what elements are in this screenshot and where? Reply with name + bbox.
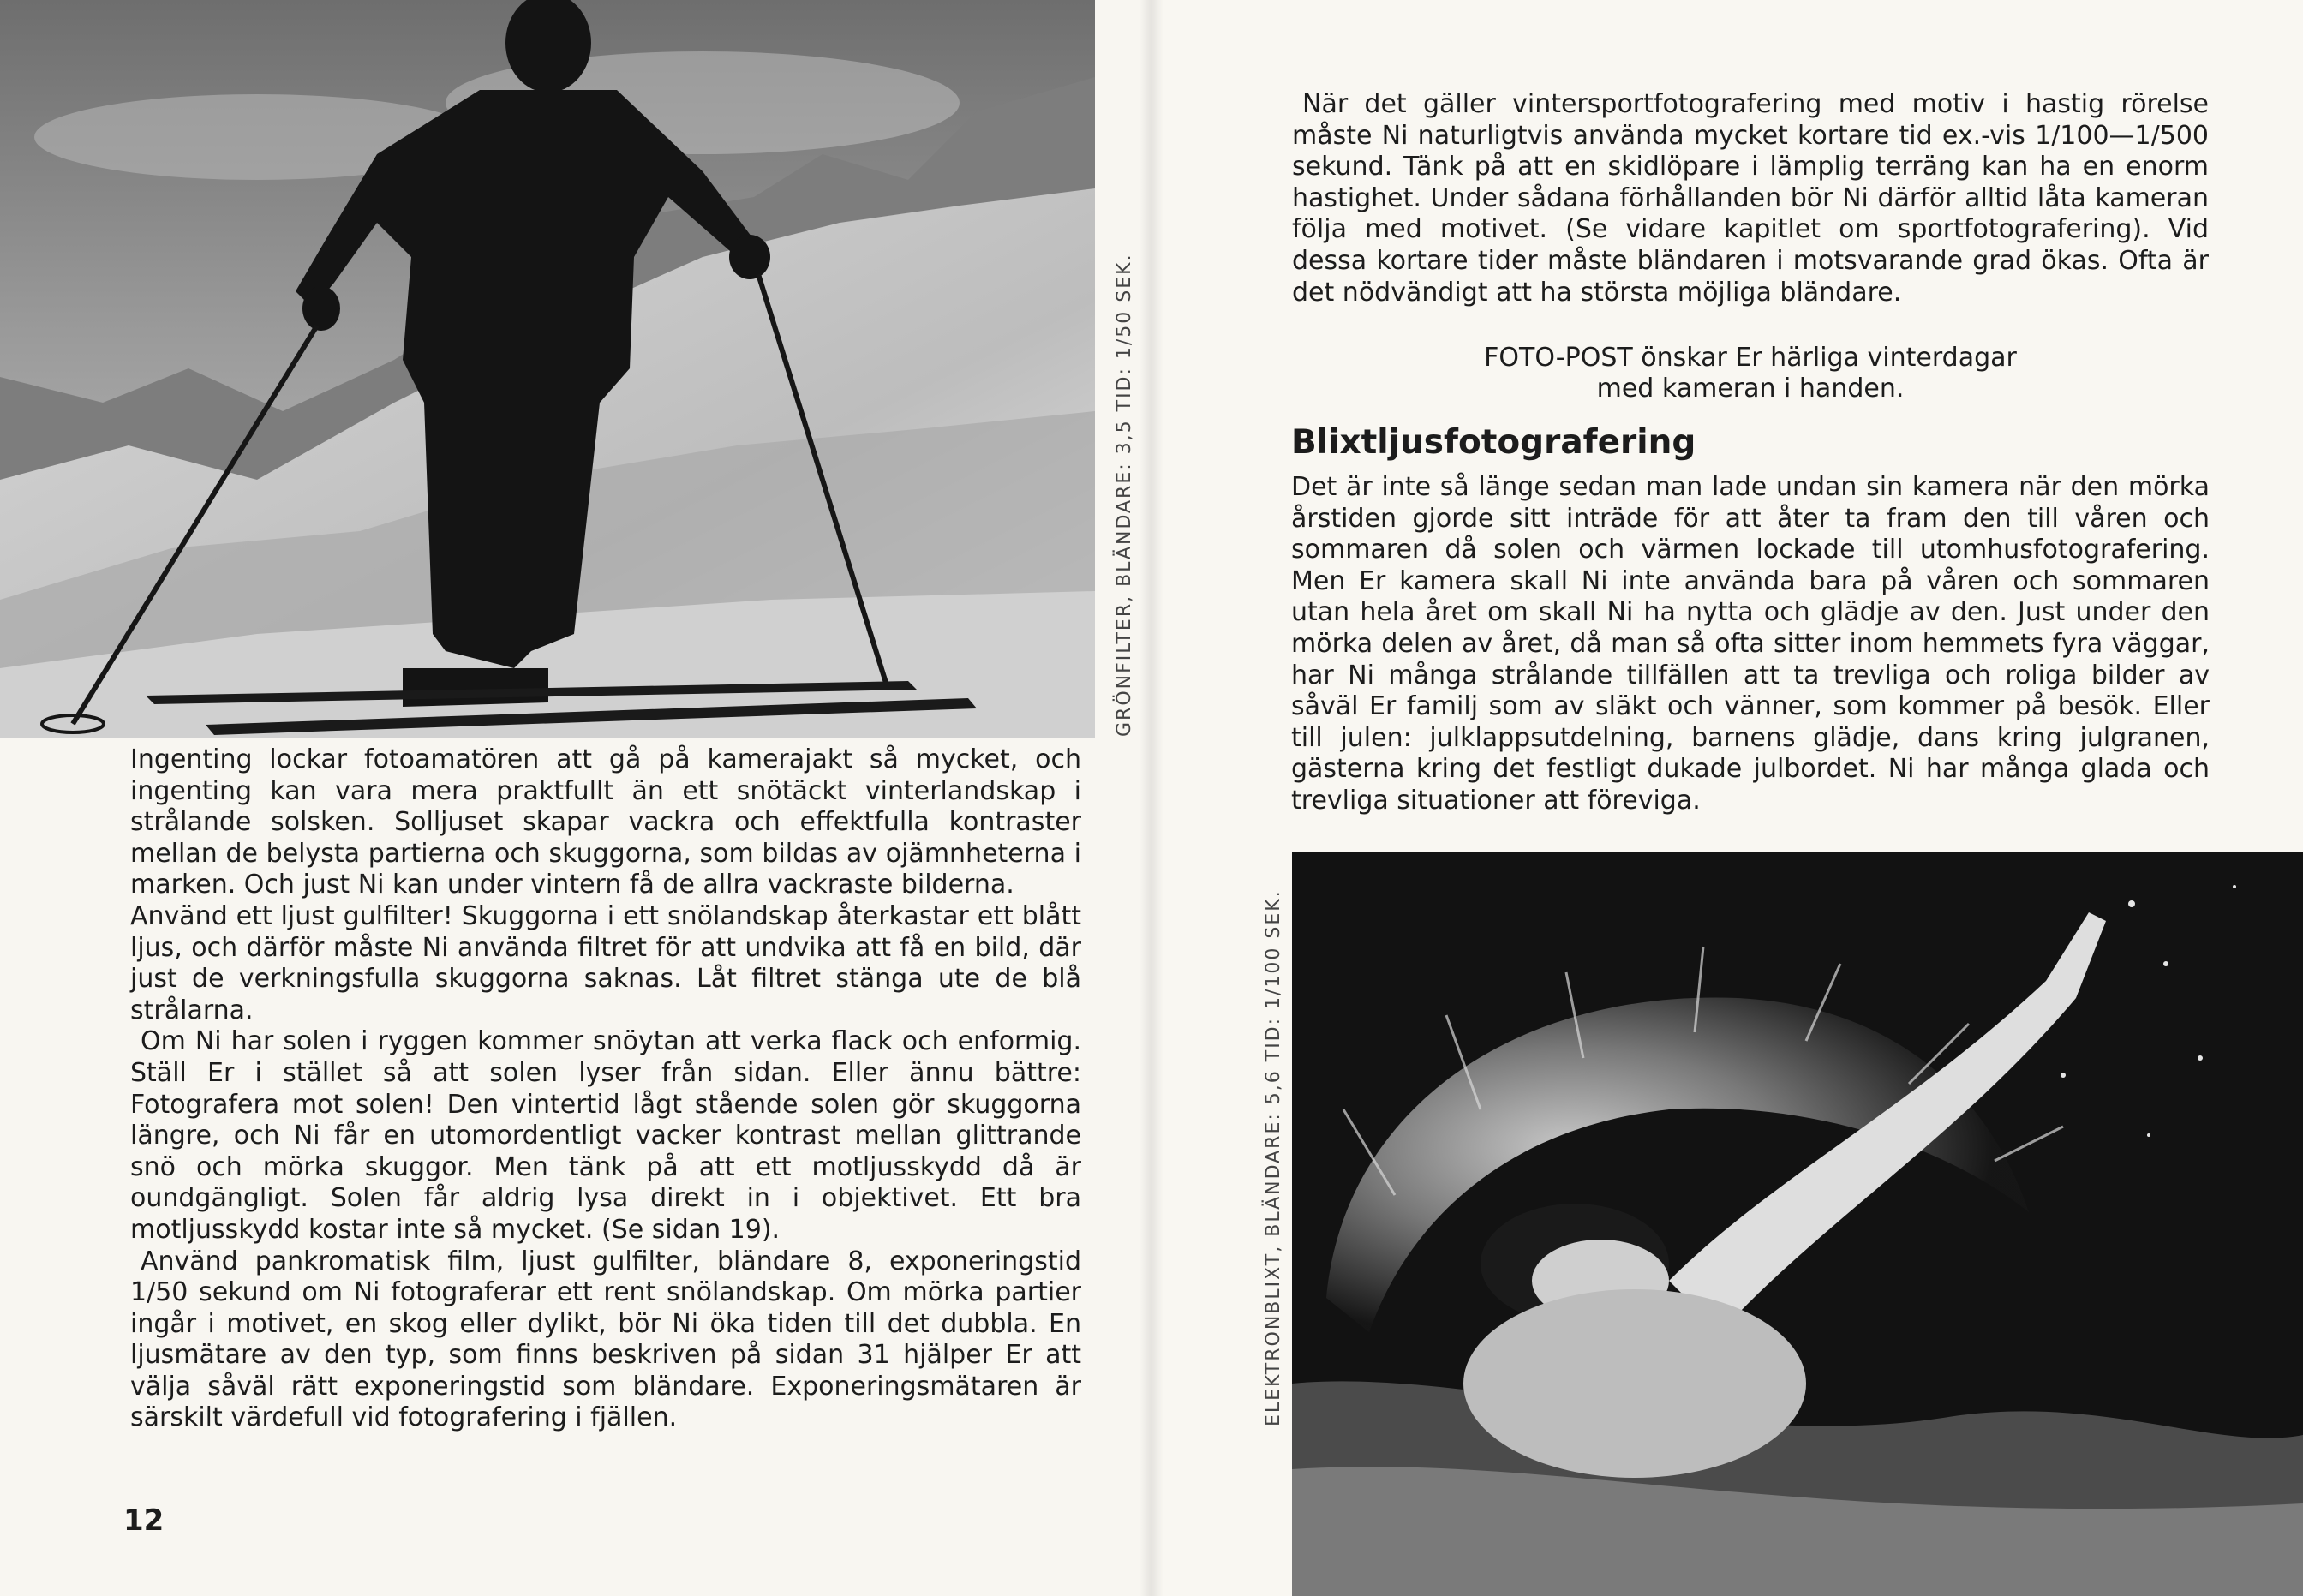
paragraph: Använd pankromatisk film, ljust gulfilter, bländare 8, exponeringstid 1/50 sekund om Ni fotograferar ett rent snölandskap. Om mörka partier ingår i motivet, en skog eller dylikt, bör Ni öka tiden till det dubbla. En ljusmätare av den typ, som finns beskriven på sidan 31 hjälper Er att välja såväl rätt exponeringstid som bländare. Exponeringsmätaren är särskilt värdefull vid fotografering i fjällen. bbox=[130, 1246, 1081, 1433]
ski-photo bbox=[0, 0, 1095, 738]
intro-text bbox=[1292, 89, 2209, 308]
section-heading: Blixtljusfotografering bbox=[1291, 423, 1696, 462]
paragraph: Om Ni har solen i ryggen kommer snöytan att verka flack och enformig. Ställ Er i stället så att solen lyser från sidan. Eller ännu bättre: Fotografera mot solen! Den vintertid lågt stående solen gör skuggorna längre, och Ni får en utomordentligt vacker kontrast mellan glittrande snö och mörka skuggor. Men tänk på att ett motljusskydd då är oundgängligt. Solen får aldrig lysa direkt in i objektivet. Ett bra motljusskydd kostar inte så mycket. (Se sidan 19). bbox=[130, 1026, 1081, 1245]
paragraph: När det gäller vintersportfotografering med motiv i hastig rörelse måste Ni naturligtvis använda mycket kortare tid ex.-vis 1/100—1/500 sekund. Tänk på att en skidlöpare i lämplig terräng kan ha en enorm hastighet. Under sådana förhållanden bör Ni därför alltid låta kameran följa med motivet. (Se vidare kapitlet om sportfotografering). Vid dessa kortare tider måste bländaren i motsvarande grad ökas. Ofta är det nödvändigt att ha största möjliga bländare. bbox=[1292, 89, 2209, 308]
photo-caption-right: ELEKTRONBLIXT, BLÄNDARE: 5,6 TID: 1/100 SEK. bbox=[1263, 889, 1284, 1426]
wish-line: FOTO-POST önskar Er härliga vinterdagar bbox=[1484, 343, 2017, 373]
paragraph: Använd ett ljust gulfilter! Skuggorna i ett snölandskap återkastar ett blått ljus, och därför måste Ni använda filtret för att undvika att få en bild, där just de verkningsfulla skuggorna saknas. Låt filtret stänga ute de blå strålarna. bbox=[130, 900, 1081, 1025]
wish-line: med kameran i handen. bbox=[1596, 374, 1905, 403]
swimmer-photo bbox=[1292, 852, 2303, 1596]
photo-caption-left: GRÖNFILTER, BLÄNDARE: 3,5 TID: 1/50 SEK. bbox=[1114, 253, 1135, 737]
paragraph: Det är inte så länge sedan man lade undan sin kamera när den mörka årstiden gjorde sitt inträde för att åter ta fram den till våren och sommaren då solen och värmen lockade till utomhusfotografering. Men Er kamera skall Ni inte använda bara på våren och sommaren utan hela året om skall Ni ha nytta och glädje av den. Just under den mörka delen av året, då man så ofta sitter inom hemmets fyra väggar, har Ni många strålande tillfällen att ta trevliga och roliga bilder av såväl Er familj som av släkt och vänner, som kommer på besök. Eller till julen: julklappsutdelning, barnens glädje, dans kring julgranen, gästerna kring det festligt dukade julbordet. Ni har många glada och trevliga situationer att föreviga. bbox=[1291, 472, 2210, 816]
wish-text bbox=[1292, 343, 2209, 404]
paragraph: Ingenting lockar fotoamatören att gå på kamerajakt så mycket, och ingenting kan vara mera praktfullt än ett snötäckt vinterlandskap i strålande solsken. Solljuset skapar vackra och effektfulla kontraster mellan de belysta partierna och skuggorna, som bildas av ojämnheterna i marken. Och just Ni kan under vintern få de allra vackraste bilderna. bbox=[130, 744, 1081, 900]
left-body-text bbox=[130, 744, 1081, 1434]
blixt-text bbox=[1291, 472, 2210, 817]
book-gutter bbox=[1140, 0, 1163, 1596]
page-number: 12 bbox=[123, 1503, 164, 1538]
